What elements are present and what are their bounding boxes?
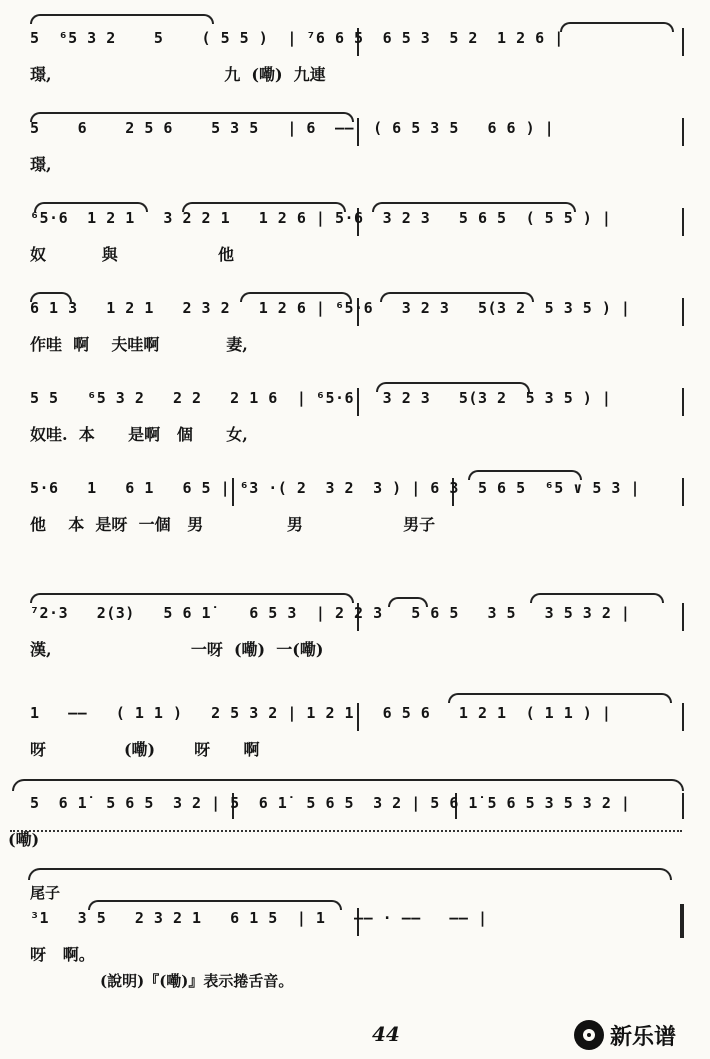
score-system-8 [0,675,710,765]
lyrics-line: 璟, 九 (嘞) 九連 [30,65,326,84]
score-system-3 [0,180,710,270]
logo-text: 新乐谱 [610,1024,677,1050]
lyrics-line: 呀 (嘞) 呀 啊 [30,740,260,759]
barline [682,703,684,731]
barline [682,118,684,146]
notation-line: ³1 3 5 2 3 2 1 6 1 5 | 1 —— · —— —— | [30,909,488,927]
score-system-4 [0,270,710,360]
lyrics-line: 璟, [30,155,52,174]
notation-line: 5 ⁶5 3 2 5 ( 5 5 ) | ⁷6 6 5 6 5 3 5 2 1 2 6 | [30,29,564,47]
record-disc-icon [574,1020,604,1050]
page-number: 44 [372,1022,400,1046]
barline [682,478,684,506]
score-system-2 [0,90,710,180]
score-system-10 [0,880,710,970]
slur [30,593,354,603]
notation-line: 5 5 ⁶5 3 2 2 2 2 1 6 | ⁶5·6 3 2 3 5(3 2 5 3 5 ) | [30,389,612,407]
notation-line: 5 6 2 5 6 5 3 5 | 6 —— ( 6 5 3 5 6 6 ) | [30,119,555,137]
slur [448,693,672,703]
slur [530,593,664,603]
notation-line: ⁶5·6 1 2 1 3 2 2 1 1 2 6 | 5·6 3 2 3 5 6 5 ( 5 5 ) | [30,209,612,227]
barline [682,388,684,416]
barline [682,603,684,631]
long-slur [12,779,684,791]
lyrics-line: (嘞) [8,830,40,849]
barline [682,298,684,326]
notation-line: 5 6 1̇ 5 6 5 3 2 | 5 6 1̇ 5 6 5 3 2 | 5 6 1̇ 5 6 5 3 5 3 2 | [30,794,631,812]
score-system-5 [0,360,710,450]
notation-line: ⁷2·3 2(3) 5 6 1̇ 6 5 3 | 2 2 3 5 6 5 3 5 3 5 3 2 | [30,604,631,622]
long-slur [28,868,672,880]
score-system-7 [0,575,710,665]
final-barline [680,904,684,938]
section-label: 尾子 [30,884,61,902]
notation-line: 1 —— ( 1 1 ) 2 5 3 2 | 1 2 1 6 5 6 1 2 1 ( 1 1 ) | [30,704,612,722]
notation-line: 6 1 3 1 2 1 2 3 2 1 2 6 | ⁶5·6 3 2 3 5(3 2 5 3 5 ) | [30,299,631,317]
lyrics-line: 奴 與 他 [30,245,234,264]
slur [30,14,214,24]
lyrics-line: 呀 啊。 [30,945,95,964]
score-system-1 [0,0,710,90]
score-system-9 [0,765,710,855]
barline [682,28,684,56]
explanation-note: (說明)『(嘞)』表示捲舌音。 [100,972,294,990]
barline [682,208,684,236]
lyrics-line: 作哇 啊 夫哇啊 妻, [30,335,248,354]
score-system-6 [0,450,710,540]
lyrics-line: 奴哇. 本 是啊 個 女, [30,425,248,444]
lyrics-line: 漢, 一呀 (嘞) 一(嘞) [30,640,324,659]
site-logo [574,1018,704,1052]
dotted-line [10,830,682,832]
notation-line: 5·6 1 6 1 6 5 | ⁶3 ·( 2 3 2 3 ) | 6 3 5 6 5 ⁶5 ∨ 5 3 | [30,479,640,497]
lyrics-line: 他 本 是呀 一個 男 男 男子 [30,515,436,534]
barline [682,793,684,819]
